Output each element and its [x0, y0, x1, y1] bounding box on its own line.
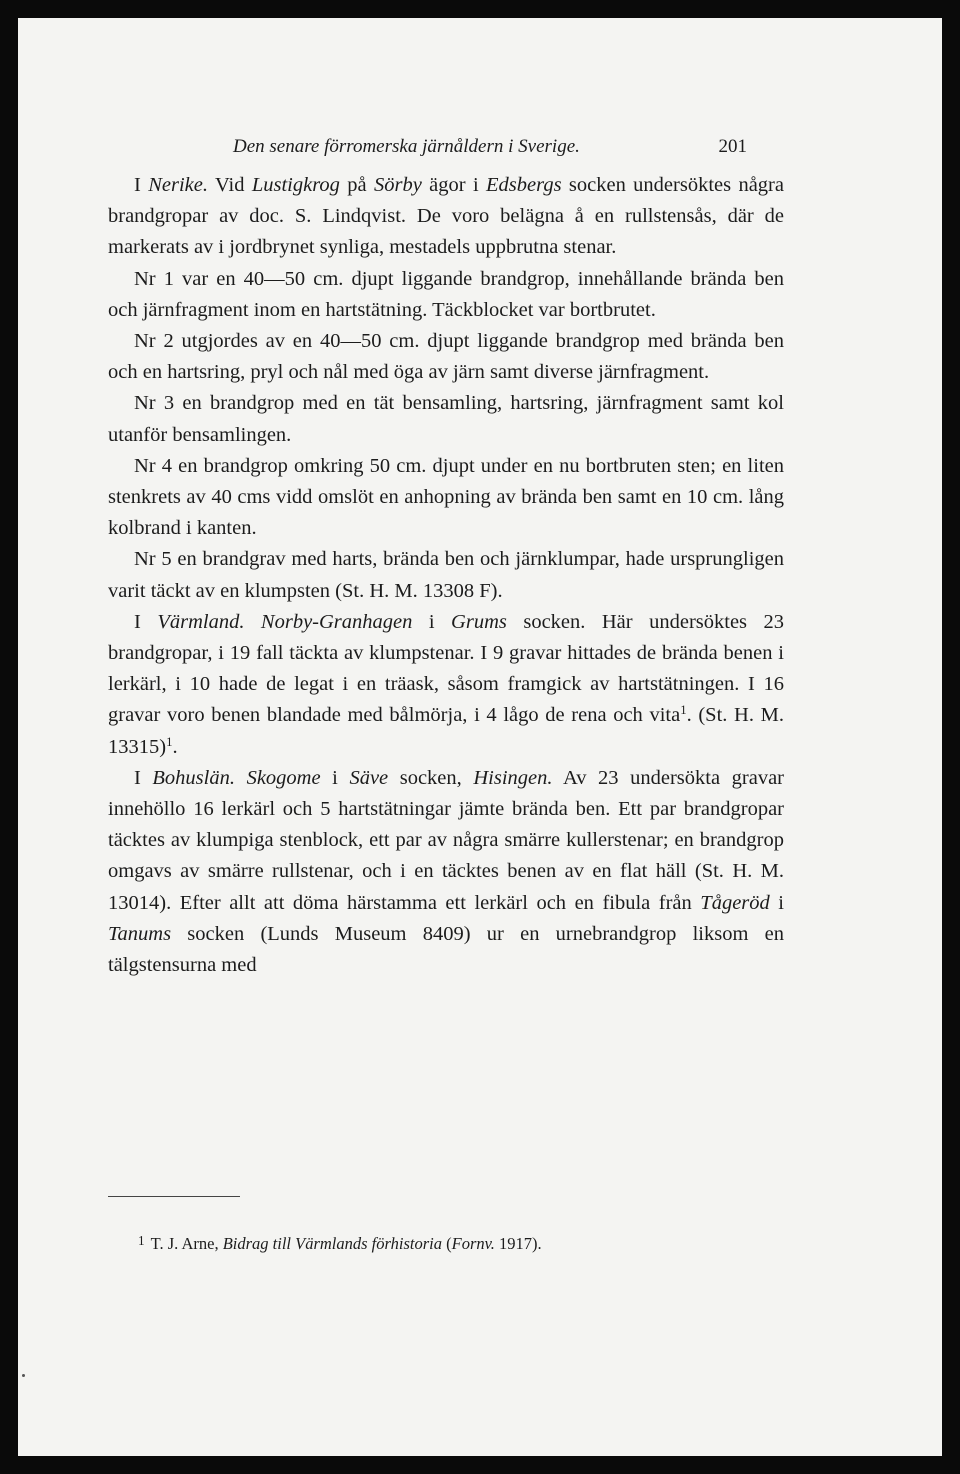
paragraph — [108, 388, 784, 450]
book-page — [18, 18, 942, 1456]
text-run: i — [320, 766, 350, 789]
paragraph — [108, 264, 784, 326]
italic-text: Tanums — [108, 922, 172, 945]
text-run: Nr 4 en brandgrop omkring 50 cm. djupt under en nu bortbruten sten; en liten stenkrets av 40 cms vidd omslöt en anhopning av brända ben samt en 10 cm. lång kolbrand i kanten. — [108, 454, 784, 540]
text-run: Nr 5 en brandgrav med harts, brända ben och järnklumpar, hade ursprungligen varit täckt av en klumpsten (St. H. M. 13308 F). — [108, 548, 784, 602]
text-run: I — [134, 610, 158, 633]
text-run: I — [134, 174, 149, 196]
text-run: socken. Här undersöktes 23 brandgropar, i 19 fall täckta av klumpstenar. I 9 gravar hittades de brända benen i lerkärl, i 10 hade de legat i en träask, såsom framgick av hartstätningen. I 16 gravar voro benen blandade med bålmörja, i 4 lågo de rena och vita — [108, 610, 784, 727]
text-run: . (St. H. M. 13315) — [108, 704, 784, 758]
text-run: i — [412, 610, 452, 633]
paragraph — [108, 451, 784, 545]
italic-text: Sörby — [373, 174, 422, 196]
footnote-ref: 1 — [166, 734, 173, 749]
italic-text: Skogome — [246, 766, 321, 789]
text-run: Vid — [207, 174, 252, 196]
footnote-rule — [108, 1196, 240, 1197]
paragraph — [108, 544, 784, 606]
text-run: Nr 3 en brandgrop med en tät bensamling, hartsring, järnfragment samt kol utanför bensamlingen. — [108, 392, 784, 446]
italic-text: Hisingen. — [473, 766, 553, 789]
text-run: socken undersöktes några brandgropar av doc. S. Lindqvist. De voro belägna å en rullstensås, där de markerats av i jordbrynet synliga, mestadels uppbrutna stenar. — [108, 174, 784, 259]
footnote-paren: ( — [441, 1233, 452, 1253]
paragraph — [108, 763, 784, 981]
body-text — [108, 170, 784, 981]
paragraph — [108, 170, 784, 264]
page-number: 201 — [718, 136, 747, 157]
running-title: Den senare förromerska järnåldern i Sverige. — [233, 136, 580, 157]
page-header — [116, 136, 747, 164]
text-run: socken, — [388, 766, 474, 789]
footnote-source: Fornv. — [451, 1233, 495, 1253]
paragraph — [108, 326, 784, 388]
footnote-ref: 1 — [680, 703, 687, 718]
text-run: i — [769, 891, 784, 914]
italic-text: Värmland. — [157, 610, 245, 633]
italic-text: Säve — [349, 766, 389, 789]
text-run — [244, 611, 260, 633]
text-run: . — [172, 735, 178, 758]
italic-text: Edsbergs — [486, 174, 562, 196]
footnote-title: Bidrag till Värmlands förhistoria — [222, 1233, 442, 1253]
italic-text: Tågeröd — [700, 891, 770, 914]
footnote-author: T. J. Arne, — [150, 1233, 223, 1253]
footnote-year: 1917). — [494, 1233, 542, 1253]
footnote-mark: 1 — [138, 1233, 145, 1248]
text-run: Nr 2 utgjordes av en 40—50 cm. djupt liggande brandgrop med brända ben och en hartsring, pryl och nål med öga av järn samt diverse järnfragment. — [108, 330, 784, 384]
text-run: I — [134, 766, 153, 789]
text-run — [235, 767, 247, 789]
text-run: Nr 1 var en 40—50 cm. djupt liggande brandgrop, innehållande brända ben och järnfragment inom en hartstätning. Täckblocket var bortbrutet. — [108, 267, 784, 321]
italic-text: Bohuslän. — [152, 766, 235, 789]
text-run: på — [339, 174, 374, 196]
text-run: ägor i — [421, 174, 486, 196]
footnote — [138, 1233, 542, 1254]
scan-speck — [22, 1374, 25, 1377]
italic-text: Nerike. — [148, 174, 208, 196]
italic-text: Grums — [451, 610, 507, 633]
italic-text: Lustigkrog — [251, 174, 340, 196]
text-run: socken (Lunds Museum 8409) ur en urnebrandgrop liksom en tälgstensurna med — [108, 922, 784, 977]
paragraph — [108, 607, 784, 763]
italic-text: Norby-Granhagen — [260, 610, 413, 633]
text-run: Av 23 undersökta gravar innehöllo 16 lerkärl och 5 hartstätningar jämte brända ben. Ett par brandgropar täcktes av klumpiga stenblock, ett par av några smärre kullerstenar; en brandgrop omgavs av smärre rullstenar, och i en täcktes benen av en flat häll (St. H. M. 13014). Efter allt att döma härstamma ett lerkärl och en fibula från — [108, 766, 785, 914]
